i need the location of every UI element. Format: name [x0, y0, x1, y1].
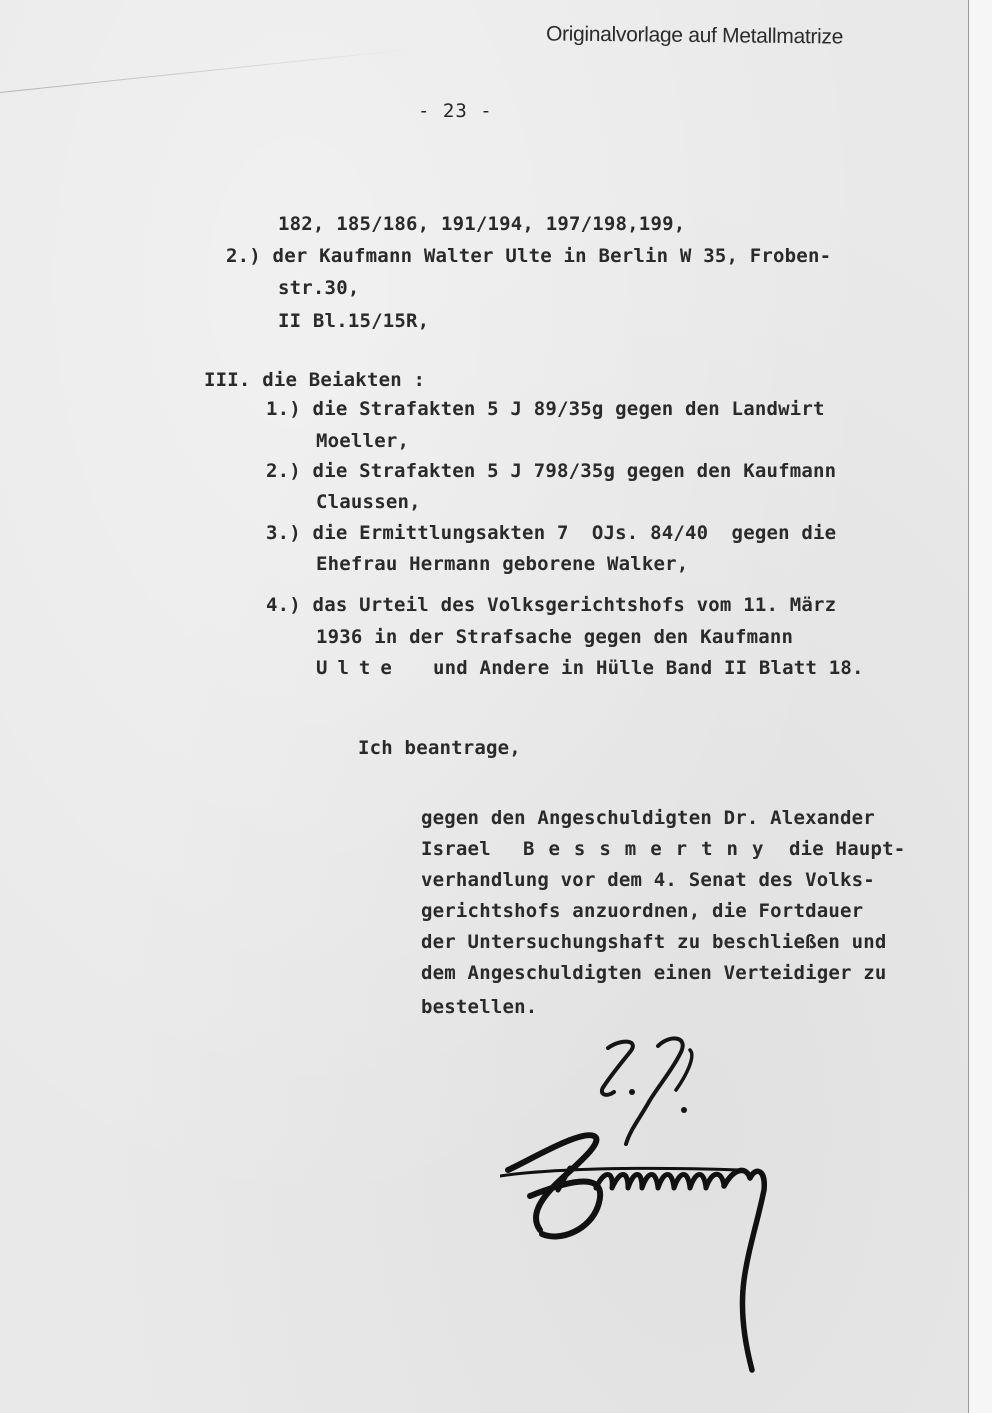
page-edge-strip [968, 0, 992, 1413]
text-line: Moeller, [316, 430, 410, 452]
handwritten-signature [500, 1020, 860, 1400]
page-number: - 23 - [418, 100, 493, 122]
paper-fold-line [0, 48, 418, 93]
request-line: Ich beantrage, [358, 737, 521, 759]
text-line: II Bl.15/15R, [278, 310, 430, 332]
text-line: Ehefrau Hermann geborene Walker, [316, 553, 689, 575]
text-line: 4.) das Urteil des Volksgerichtshofs vom 11. März [266, 594, 837, 616]
archive-stamp: Originalvorlage auf Metallmatrize [545, 22, 844, 49]
text-line-spaced: Bessmertny [523, 838, 778, 860]
text-line: str.30, [278, 277, 360, 299]
section-heading: III. die Beiakten : [204, 369, 426, 391]
text-line: Claussen, [316, 491, 421, 513]
text-line: 2.) die Strafakten 5 J 798/35g gegen den Kaufmann [266, 460, 837, 482]
text-line: die Haupt- [789, 838, 906, 860]
text-line: verhandlung vor dem 4. Senat des Volks- [421, 869, 875, 891]
text-line: 1936 in der Strafsache gegen den Kaufmann [316, 626, 794, 648]
text-line: 2.) der Kaufmann Walter Ulte in Berlin W 35, Froben- [226, 245, 832, 267]
text-line: gegen den Angeschuldigten Dr. Alexander [421, 807, 875, 829]
text-line: gerichtshofs anzuordnen, die Fortdauer [421, 900, 864, 922]
text-line: der Untersuchungshaft zu beschließen und [421, 931, 887, 953]
text-line: 182, 185/186, 191/194, 197/198,199, [278, 213, 686, 235]
text-line: 1.) die Strafakten 5 J 89/35g gegen den Landwirt [266, 398, 825, 420]
text-line: Israel [421, 838, 491, 860]
text-line: und Andere in Hülle Band II Blatt 18. [433, 657, 864, 679]
text-line: bestellen. [421, 996, 538, 1018]
text-line: 3.) die Ermittlungsakten 7 OJs. 84/40 gegen die [266, 522, 837, 544]
text-line: dem Angeschuldigten einen Verteidiger zu [421, 962, 887, 984]
text-line-spaced: Ulte [316, 657, 402, 679]
